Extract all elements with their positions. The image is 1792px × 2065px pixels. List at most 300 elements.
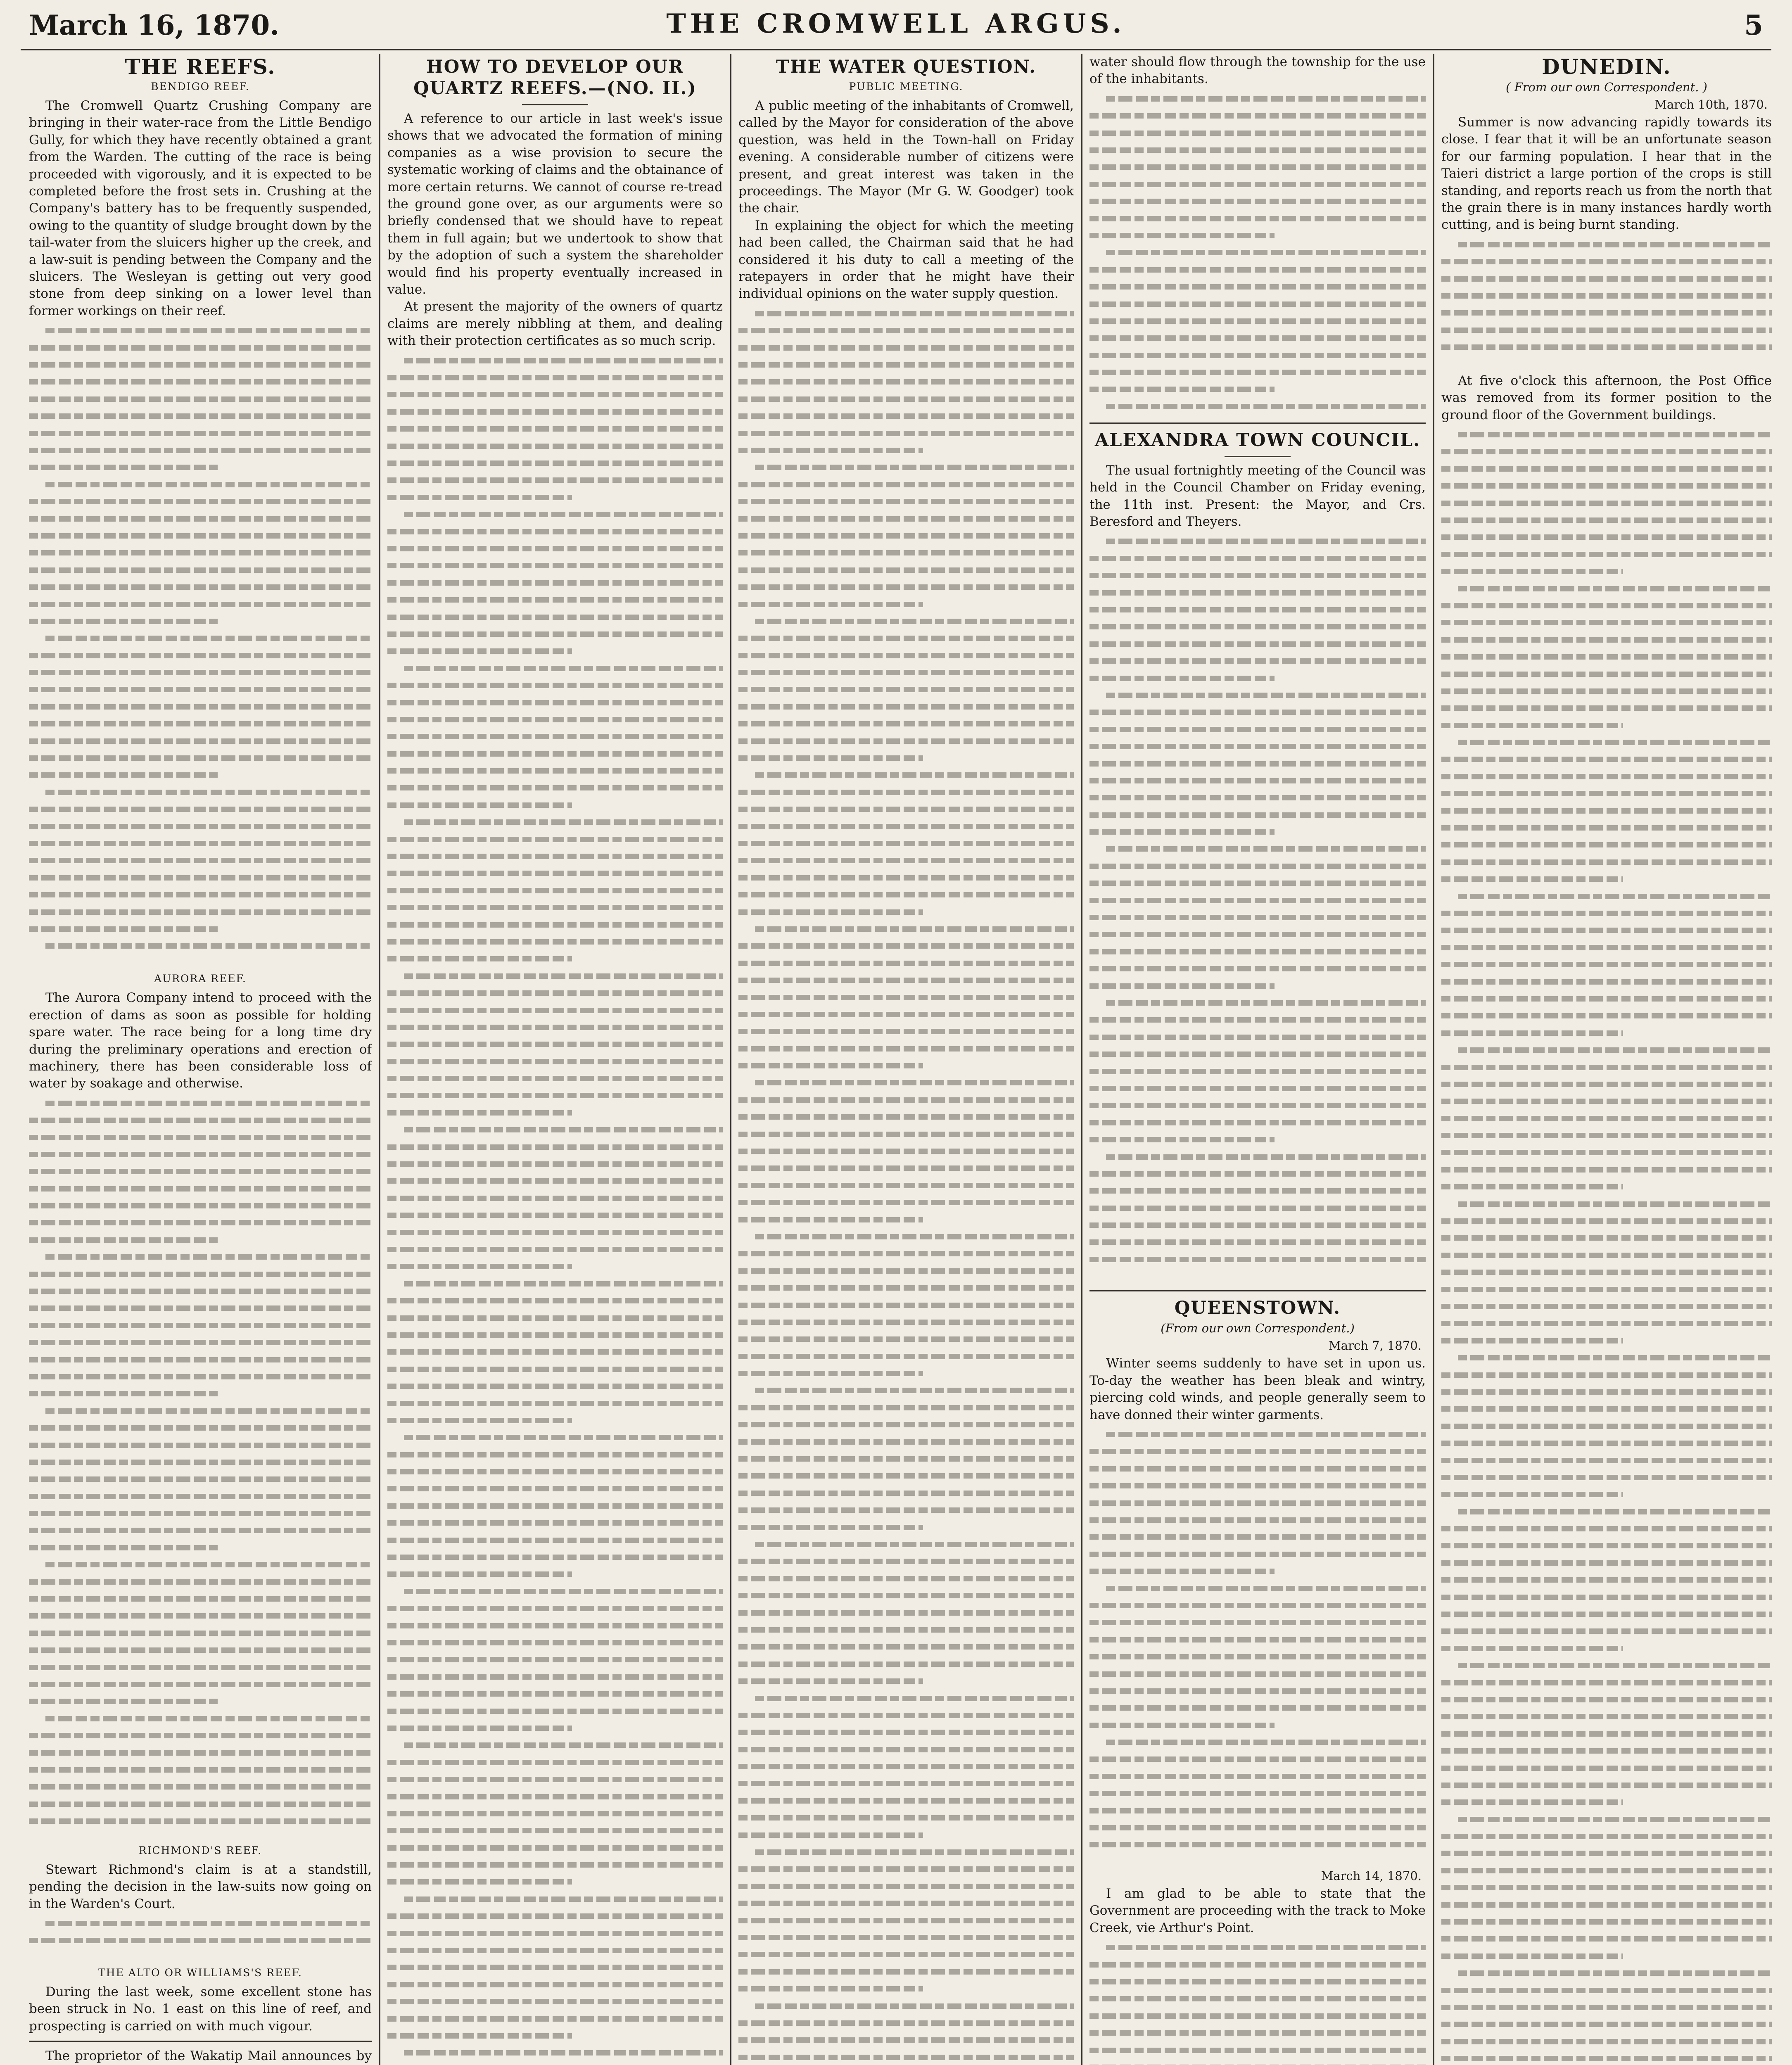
text-line	[387, 1873, 723, 1890]
text-line	[1441, 1896, 1772, 1913]
text-line	[1089, 296, 1426, 313]
text-line	[738, 1724, 1074, 1741]
text-line	[29, 1642, 372, 1659]
text-line	[387, 916, 723, 933]
text-line	[1089, 1699, 1426, 1716]
text-line	[738, 1092, 1074, 1108]
text-line	[387, 1258, 723, 1275]
text-line	[738, 1399, 1074, 1416]
text-line	[738, 647, 1074, 664]
text-line	[738, 1946, 1074, 1963]
text-line	[387, 489, 723, 506]
text-line	[1089, 892, 1426, 909]
paper-title: THE CROMWELL ARGUS.	[666, 8, 1126, 39]
text-line	[1441, 1384, 1772, 1400]
text-line	[1089, 1512, 1426, 1529]
text-line	[1089, 704, 1426, 721]
text-line	[738, 1707, 1074, 1724]
text-line	[1089, 1819, 1426, 1836]
text-line	[387, 1019, 723, 1036]
text-line	[29, 1266, 372, 1283]
text-line	[387, 506, 723, 523]
text-line	[738, 1006, 1074, 1023]
text-line	[738, 1861, 1074, 1877]
article-paragraph: I am glad to be able to state that the Government are proceeding with the track to Moke Creek, vie Arthur's Point.	[1089, 1886, 1426, 1935]
text-line	[1441, 1093, 1772, 1110]
text-line	[387, 1412, 723, 1429]
text-line	[29, 1232, 372, 1248]
text-line	[387, 1121, 723, 1138]
text-line	[1441, 2016, 1772, 2033]
text-line	[387, 950, 723, 967]
text-line	[387, 1549, 723, 1566]
text-line	[1089, 1165, 1426, 1182]
text-line	[29, 1095, 372, 1112]
text-line	[1089, 398, 1426, 415]
text-line	[1441, 1862, 1772, 1879]
subheading-aurora: AURORA REEF.	[154, 973, 247, 985]
text-line	[1089, 755, 1426, 772]
text-line	[1441, 1657, 1772, 1674]
text-line	[29, 750, 372, 767]
article-paragraph: Stewart Richmond's claim is at a standstill, pending the decision in the law-suits now going on in the Warden's Court.	[29, 1862, 372, 1911]
text-line	[738, 1792, 1074, 1809]
text-line	[738, 1382, 1074, 1399]
divider	[522, 104, 588, 105]
text-line	[1441, 973, 1772, 990]
text-line	[1441, 1230, 1772, 1246]
text-line	[1441, 1213, 1772, 1230]
text-line	[387, 1771, 723, 1788]
text-line	[387, 1720, 723, 1737]
text-line	[29, 356, 372, 373]
text-line	[1089, 1495, 1426, 1512]
text-line	[387, 797, 723, 814]
text-line	[738, 391, 1074, 408]
text-line	[1441, 905, 1772, 922]
text-line	[1441, 1332, 1772, 1349]
article-heading-alexandra: ALEXANDRA TOWN COUNCIL.	[1094, 430, 1421, 451]
text-line	[29, 1932, 372, 1949]
text-line	[1441, 1469, 1772, 1486]
text-line	[1441, 1007, 1772, 1024]
text-line	[29, 339, 372, 356]
text-line	[738, 1023, 1074, 1040]
text-line	[1089, 1802, 1426, 1819]
text-line	[738, 1553, 1074, 1570]
text-line	[738, 1194, 1074, 1211]
text-line	[387, 386, 723, 403]
text-line	[29, 1351, 372, 1368]
text-line	[29, 1300, 372, 1317]
text-line	[738, 1775, 1074, 1792]
text-line	[387, 711, 723, 728]
text-line	[1089, 653, 1426, 669]
text-line	[1441, 1879, 1772, 1896]
text-line	[1441, 2033, 1772, 2050]
text-line	[1441, 819, 1772, 836]
text-line	[1089, 1251, 1426, 1268]
text-line	[738, 1844, 1074, 1861]
text-line	[738, 664, 1074, 681]
text-line	[738, 1434, 1074, 1450]
text-line	[1441, 1127, 1772, 1144]
text-line	[29, 1796, 372, 1813]
text-line	[738, 408, 1074, 425]
text-line	[29, 1454, 372, 1471]
text-line	[738, 1160, 1074, 1177]
text-line	[29, 767, 372, 783]
text-line	[1441, 1418, 1772, 1435]
text-line	[738, 1963, 1074, 1980]
text-line	[1089, 244, 1426, 261]
text-line	[1089, 1149, 1426, 1165]
text-line	[387, 1343, 723, 1360]
text-line	[29, 1180, 372, 1197]
text-line	[1089, 90, 1426, 107]
text-line	[29, 1505, 372, 1522]
text-line	[1089, 1990, 1426, 2007]
text-line	[738, 1416, 1074, 1433]
text-line	[1089, 1956, 1426, 1973]
text-line	[1441, 1144, 1772, 1161]
text-line	[1089, 2025, 1426, 2041]
text-line	[29, 818, 372, 835]
text-line	[387, 1891, 723, 1908]
text-line	[1089, 875, 1426, 892]
text-line	[387, 1156, 723, 1173]
subheading-richmond: RICHMOND'S REEF.	[138, 1844, 262, 1856]
text-line	[1089, 1597, 1426, 1614]
text-line	[1441, 495, 1772, 512]
text-line	[387, 865, 723, 882]
text-line	[387, 1856, 723, 1873]
text-line	[1441, 2050, 1772, 2065]
text-line	[1441, 1042, 1772, 1059]
text-line	[1441, 1452, 1772, 1469]
text-line	[387, 643, 723, 660]
text-line	[1089, 159, 1426, 176]
text-line	[387, 1617, 723, 1634]
text-line	[29, 715, 372, 732]
text-line	[738, 1263, 1074, 1279]
text-line	[29, 835, 372, 852]
text-line	[29, 391, 372, 408]
text-line	[1441, 802, 1772, 819]
text-line	[1441, 768, 1772, 785]
text-line	[387, 1703, 723, 1720]
article-text-lines	[1441, 236, 1772, 373]
text-line	[738, 1485, 1074, 1502]
column-rule	[379, 54, 380, 2065]
text-line	[1441, 339, 1772, 356]
correspondent-line: (From our own Correspondent.)	[1161, 1321, 1355, 1336]
text-line	[1441, 426, 1772, 443]
text-line	[738, 1348, 1074, 1365]
text-line	[738, 869, 1074, 886]
text-line	[1441, 700, 1772, 717]
text-line	[738, 1314, 1074, 1331]
text-line	[29, 647, 372, 664]
article-text-lines	[387, 352, 723, 2065]
text-line	[387, 745, 723, 762]
text-line	[1089, 1234, 1426, 1251]
text-line	[1089, 584, 1426, 601]
text-line	[29, 1813, 372, 1830]
text-line	[1441, 1400, 1772, 1417]
text-line	[738, 835, 1074, 852]
text-line	[29, 408, 372, 425]
article-text-lines	[1089, 533, 1426, 1284]
text-line	[738, 613, 1074, 630]
text-line	[387, 1498, 723, 1514]
column-2	[387, 54, 723, 2065]
text-line	[738, 493, 1074, 510]
text-line	[1441, 1281, 1772, 1298]
text-line	[1441, 1828, 1772, 1845]
text-line	[387, 1908, 723, 1925]
text-line	[29, 801, 372, 818]
text-line	[1441, 1760, 1772, 1777]
text-line	[738, 339, 1074, 356]
text-line	[1089, 636, 1426, 653]
text-line	[387, 848, 723, 865]
text-line	[738, 527, 1074, 544]
article-text-lines	[29, 1915, 372, 1965]
text-line	[387, 1514, 723, 1531]
divider	[1089, 1290, 1426, 1291]
text-line	[738, 1331, 1074, 1348]
text-line	[738, 1827, 1074, 1844]
text-line	[1089, 107, 1426, 124]
text-line	[738, 1638, 1074, 1655]
text-line	[29, 1403, 372, 1419]
text-line	[387, 1993, 723, 2010]
subheading-alto: THE ALTO OR WILLIAMS'S REEF.	[98, 1966, 302, 1979]
text-line	[29, 1607, 372, 1624]
text-line	[1089, 278, 1426, 295]
text-line	[387, 1361, 723, 1378]
text-line	[738, 322, 1074, 339]
issue-date: March 16, 1870.	[29, 9, 280, 41]
text-line	[738, 767, 1074, 783]
text-line	[1089, 960, 1426, 977]
text-line	[1441, 614, 1772, 631]
text-line	[738, 1741, 1074, 1758]
text-line	[1441, 1367, 1772, 1384]
text-line	[738, 1605, 1074, 1621]
text-line	[29, 459, 372, 476]
text-line	[387, 1053, 723, 1070]
text-line	[1089, 840, 1426, 857]
text-line	[1441, 1349, 1772, 1366]
text-line	[738, 305, 1074, 322]
article-text-lines	[1089, 1426, 1426, 1868]
text-line	[1089, 1080, 1426, 1097]
text-line	[738, 1177, 1074, 1194]
text-line	[738, 1228, 1074, 1245]
text-line	[29, 579, 372, 596]
text-line	[387, 882, 723, 899]
text-line	[1089, 1097, 1426, 1114]
text-line	[29, 1385, 372, 1402]
text-line	[29, 1214, 372, 1231]
text-line	[29, 1761, 372, 1778]
text-line	[1441, 1503, 1772, 1520]
text-line	[387, 472, 723, 489]
dateline: March 14, 1870.	[1321, 1869, 1422, 1883]
text-line	[29, 1915, 372, 1932]
text-line	[387, 1822, 723, 1839]
text-line	[387, 1104, 723, 1121]
text-line	[738, 1040, 1074, 1057]
text-line	[738, 733, 1074, 750]
text-line	[29, 373, 372, 390]
text-line	[387, 557, 723, 574]
text-line	[1089, 909, 1426, 926]
text-line	[1089, 550, 1426, 567]
text-line	[1089, 721, 1426, 738]
text-line	[387, 694, 723, 711]
text-line	[738, 1057, 1074, 1074]
text-line	[1089, 2042, 1426, 2059]
text-line	[387, 1310, 723, 1327]
masthead	[21, 6, 1771, 50]
text-line	[738, 630, 1074, 647]
text-line	[387, 1378, 723, 1395]
text-line	[29, 1283, 372, 1300]
article-paragraph: In explaining the object for which the meeting had been called, the Chairman said that he had considered it his duty to call a meeting of the ratepayers in order that he might have their individual opinions on the water supply question.	[738, 218, 1074, 301]
text-line	[387, 1070, 723, 1087]
text-line	[29, 852, 372, 869]
text-line	[1441, 477, 1772, 494]
text-line	[1089, 1131, 1426, 1148]
text-line	[1441, 1606, 1772, 1623]
text-line	[738, 562, 1074, 579]
text-line	[29, 1556, 372, 1573]
text-line	[1089, 125, 1426, 142]
text-line	[1089, 1666, 1426, 1683]
text-line	[1089, 1029, 1426, 1046]
text-line	[738, 1502, 1074, 1519]
text-line	[738, 1245, 1074, 1262]
text-line	[29, 1676, 372, 1693]
text-line	[387, 933, 723, 950]
text-line	[1441, 1845, 1772, 1862]
text-line	[29, 698, 372, 715]
text-line	[1089, 1785, 1426, 1802]
text-line	[738, 425, 1074, 442]
text-line	[738, 818, 1074, 835]
text-line	[1089, 313, 1426, 330]
text-line	[1089, 858, 1426, 875]
divider	[1225, 456, 1291, 457]
text-line	[29, 921, 372, 938]
text-line	[1089, 1046, 1426, 1063]
text-line	[387, 540, 723, 557]
text-line	[387, 985, 723, 1002]
text-line	[738, 715, 1074, 732]
text-line	[738, 989, 1074, 1006]
text-line	[387, 1429, 723, 1446]
text-line	[1089, 1529, 1426, 1545]
text-line	[738, 1758, 1074, 1775]
text-line	[738, 955, 1074, 972]
text-line	[1089, 1563, 1426, 1580]
text-line	[387, 1651, 723, 1668]
text-line	[29, 1574, 372, 1590]
text-line	[1441, 956, 1772, 973]
text-line	[738, 1656, 1074, 1673]
article-paragraph: A public meeting of the inhabitants of Cromwell, called by the Mayor for consideration of the above question, was held in the Town-hall on Friday evening. A considerable number of citizens were present, and great interest was taken in the proceedings. The Mayor (Mr G. W. Goodger) took the chair.	[738, 98, 1074, 216]
text-line	[1089, 670, 1426, 687]
text-line	[387, 1241, 723, 1258]
text-line	[1089, 364, 1426, 381]
text-line	[1441, 271, 1772, 287]
text-line	[387, 968, 723, 985]
text-line	[1441, 990, 1772, 1007]
text-line	[738, 1570, 1074, 1587]
text-line	[738, 2032, 1074, 2048]
text-line	[738, 1673, 1074, 1690]
text-line	[738, 1621, 1074, 1638]
text-line	[1441, 1930, 1772, 1947]
text-line	[1441, 683, 1772, 700]
text-line	[738, 2049, 1074, 2065]
text-line	[1441, 1196, 1772, 1213]
text-line	[1089, 142, 1426, 159]
text-line	[1441, 751, 1772, 768]
text-line	[387, 1925, 723, 1942]
text-line	[738, 1912, 1074, 1929]
text-line	[29, 322, 372, 339]
text-line	[1441, 1059, 1772, 1076]
text-line	[738, 1108, 1074, 1125]
text-line	[1089, 2059, 1426, 2065]
text-line	[738, 1519, 1074, 1536]
text-line	[1441, 1110, 1772, 1127]
text-line	[29, 938, 372, 954]
text-line	[738, 938, 1074, 954]
text-line	[738, 1450, 1074, 1467]
article-paragraph: water should flow through the township for the use of the inhabitants.	[1089, 55, 1426, 87]
text-line	[1089, 1200, 1426, 1217]
text-line	[1089, 1182, 1426, 1199]
text-line	[29, 1710, 372, 1727]
article-heading-dunedin: DUNEDIN.	[1542, 55, 1671, 79]
text-line	[1441, 1982, 1772, 1999]
text-line	[387, 831, 723, 848]
text-line	[29, 442, 372, 459]
text-line	[1089, 176, 1426, 193]
text-line	[1089, 1217, 1426, 1234]
divider	[29, 2041, 372, 2042]
text-line	[1089, 1546, 1426, 1563]
text-line	[1089, 1648, 1426, 1665]
text-line	[1441, 1264, 1772, 1281]
text-line	[387, 404, 723, 420]
article-text-lines	[738, 305, 1074, 2065]
text-line	[1441, 460, 1772, 477]
text-line	[1441, 1161, 1772, 1178]
text-line	[29, 886, 372, 903]
text-line	[387, 1669, 723, 1685]
text-line	[387, 369, 723, 386]
text-line	[1441, 734, 1772, 751]
text-line	[738, 510, 1074, 527]
text-line	[1441, 563, 1772, 580]
text-line	[1089, 807, 1426, 824]
